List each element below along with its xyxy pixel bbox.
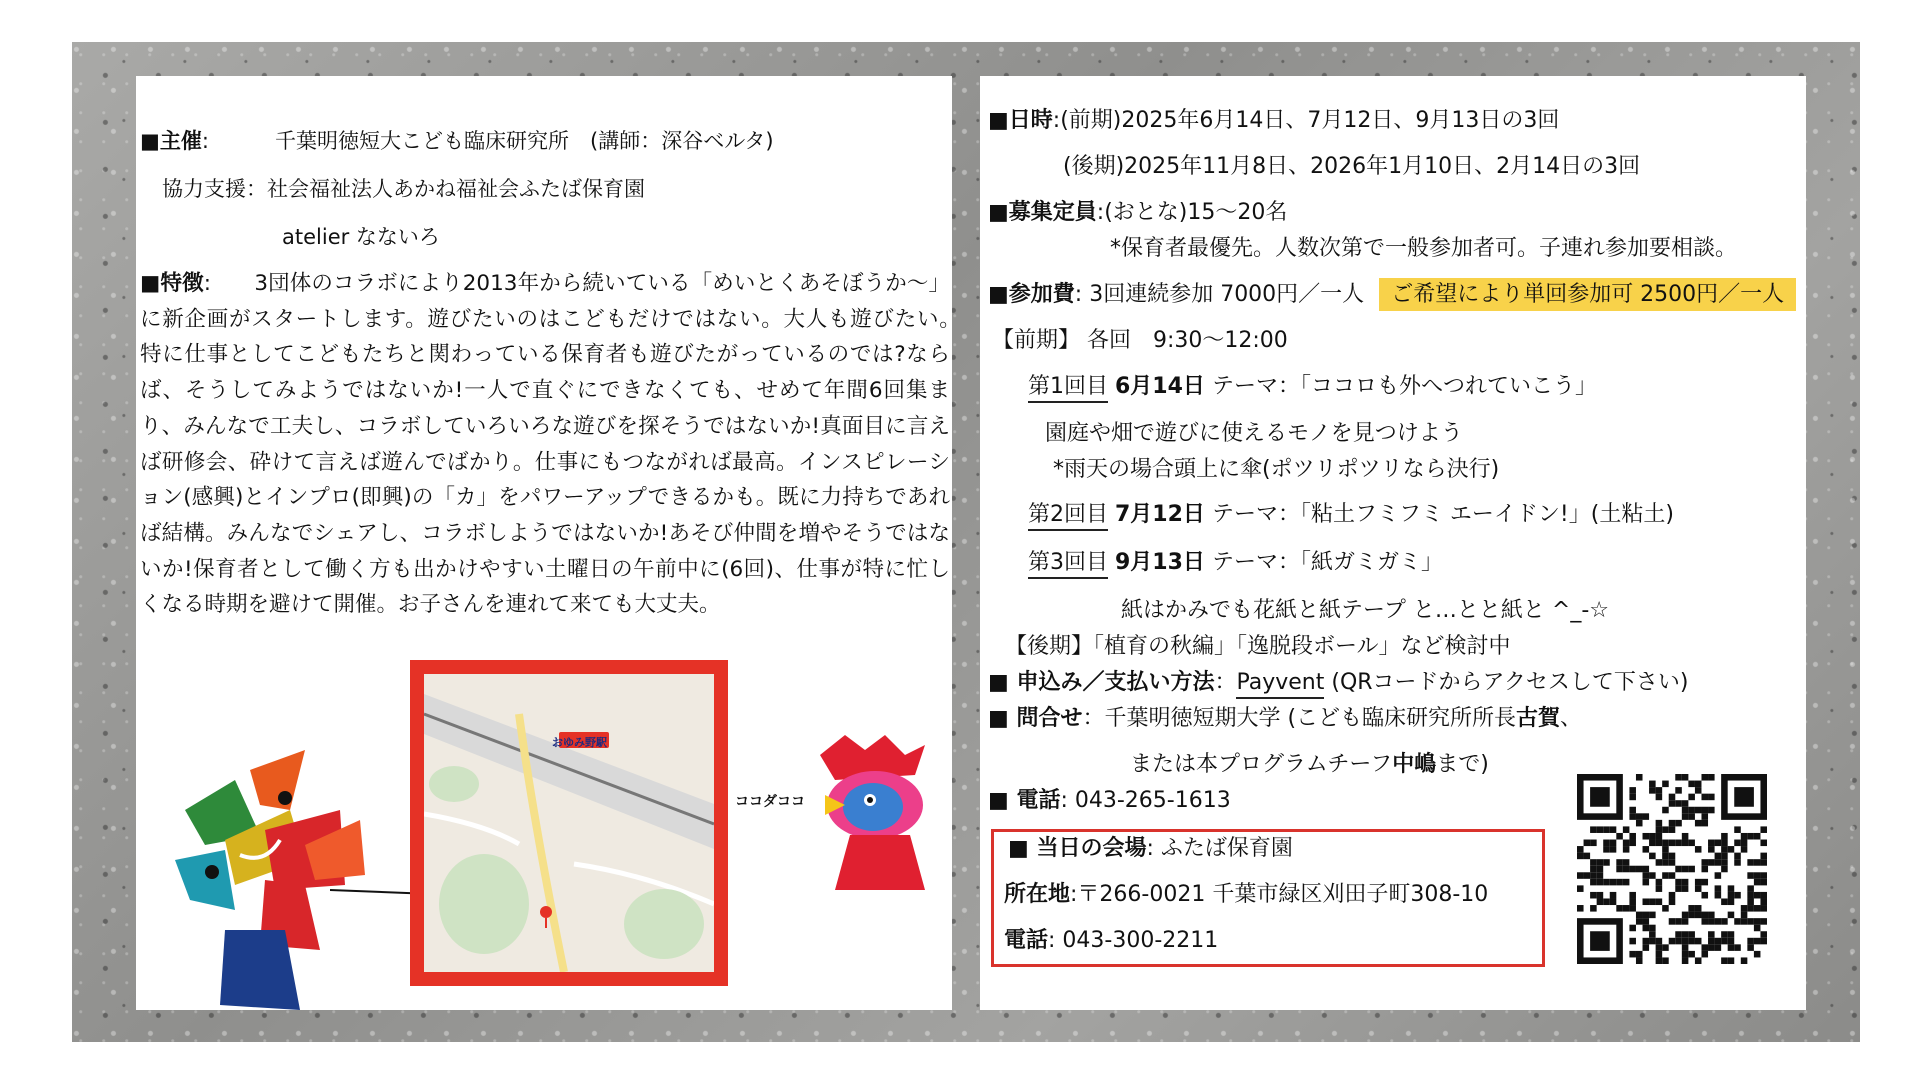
session-1-line [1028,372,1597,402]
second-term: 【後期】「植育の秋編」「逸脱段ボール」など検討中 [1005,634,1511,659]
datetime-second: (後期)2025年11月8日、2026年1月10日、2月14日の3回 [1063,154,1641,179]
apply-colon: ： [1214,670,1237,695]
creature-beak-teal [175,850,235,910]
phone-line [988,786,1231,816]
payvent-link[interactable]: Payvent [1236,670,1324,699]
phone-label: ■ 電話 [988,788,1061,813]
host-line [140,126,774,157]
session-1-note: *雨天の場合頭上に傘(ポツリポツリなら決行) [1053,457,1500,482]
contact-label: ■ 問合せ [988,706,1083,731]
venue-line [1008,834,1293,864]
fee-value: : 3回連続参加 7000円／一人 [1074,282,1365,307]
support-value-2: atelier なないろ [282,225,440,249]
session-2-line [1028,500,1674,530]
map-graphic [424,674,714,972]
capacity-value: :(おとな)15～20名 [1096,200,1288,225]
address-value: :〒266-0021 千葉市緑区刈田子町308-10 [1070,882,1489,907]
contact-suffix: 、 [1560,706,1583,731]
session-3-line [1028,548,1443,578]
capacity-note: *保育者最優先。人数次第で一般参加者可。子連れ参加要相談。 [1110,236,1738,261]
creature-eye-2 [205,865,219,879]
address-line [1004,880,1488,910]
session-2-num: 第2回目 [1028,502,1108,531]
session-1-date: 6月14日 [1115,374,1205,399]
map-park-3 [429,766,479,802]
host-label: ■主催 [140,129,202,153]
creature-head-orange [250,750,305,810]
contact-line [988,704,1582,734]
session-3-num: 第3回目 [1028,550,1108,579]
map-pin-icon [540,906,552,918]
features-text: : 3団体のコラボにより2013年から続いている「めいとくあそぼうか～」に新企画がスタートします。遊びたいのはこどもだけではない。大人も遊びたい。 特に仕事としてこどもたちと関わっている保育者も遊びたがっているのでは?ならば、そうしてみようではないか!一人で直ぐにできなくても、せめて年間6回集まり、みんなで工夫し、コラボしていろいろな遊びを探そうではないか!真面目に言えば研修会、砕けて言えば遊んでばかり。仕事にもつながれば最高。インスピレーション(感興)とインプロ(即興)の「カ」をパワーアップできるかも。既に力持ちであれば結構。みんなでシェアし、コラボしようではないか!あそび仲間を増やそうではないか!保育者として働く方も出かけやすい土曜日の午前中に(6回)、仕事が特に忙しくなる時期を避けて開催。お子さんを連れて来ても大丈夫。 [140,271,972,618]
qr-code-icon[interactable] [1577,774,1767,964]
phone-value: : 043-265-1613 [1060,788,1231,813]
session-3-date: 9月13日 [1115,550,1205,575]
contact-name-2: 中嶋 [1392,752,1437,777]
contact-line2-post: まで) [1436,752,1489,777]
session-1-theme: テーマ：「ココロも外へつれていこう」 [1211,374,1597,399]
venue-phone-label: 電話 [1004,928,1049,953]
map-frame [410,660,728,986]
contact-value: ：千葉明徳短期大学 (こども臨床研究所所長 [1082,706,1517,731]
features-paragraph [140,266,972,623]
capacity-label: ■募集定員 [988,200,1097,225]
map-park-1 [439,854,529,954]
host-value: 千葉明徳短大こども臨床研究所 (講師：深谷ベルタ) [275,129,774,153]
rooster-eye [867,797,873,803]
support-label: 協力支援： [162,177,267,201]
venue-value: : ふたば保育園 [1146,836,1293,861]
contact-line-2 [1130,750,1489,780]
rooster-body [835,835,925,890]
contact-line2-pre: または本プログラムチーフ [1130,752,1393,777]
session-1-num: 第1回目 [1028,374,1108,403]
contact-name-1: 古賀 [1516,706,1561,731]
datetime-label: ■日時 [988,108,1053,133]
venue-label: ■ 当日の会場 [1008,836,1147,861]
fee-label: ■参加費 [988,282,1075,307]
venue-phone-value: : 043-300-2211 [1048,928,1219,953]
session-1-desc: 園庭や畑で遊びに使えるモノを見つけよう [1045,421,1463,446]
session-3-theme: テーマ：「紙ガミガミ」 [1211,550,1443,575]
creature-eye-1 [278,791,292,805]
datetime-line [988,106,1559,136]
features-label: ■特徴 [140,271,204,296]
map-station-label: おゆみ野駅 [552,736,607,749]
rooster-face-blue [843,783,903,831]
rooster-caption: ココダココ [735,794,805,810]
support-value: 社会福祉法人あかね福祉会ふたば保育園 [267,177,645,201]
creature-illustration [165,740,365,1010]
fee-line [988,280,1796,310]
capacity-line [988,198,1287,228]
address-label: 所在地 [1004,882,1071,907]
rooster-illustration [815,735,935,895]
session-2-theme: テーマ：「粘土フミフミ エーイドン!」(土粘土) [1211,502,1674,527]
session-2-date: 7月12日 [1115,502,1205,527]
session-3-desc: 紙はかみでも花紙と紙テープ と…とと紙と ^_-☆ [1121,598,1609,623]
venue-map[interactable] [424,674,714,972]
venue-phone-line [1004,926,1218,956]
apply-note: (QRコードからアクセスして下さい) [1324,670,1689,695]
apply-label: ■ 申込み／支払い方法 [988,670,1215,695]
support-line [162,174,645,205]
host-colon: : [201,129,209,153]
first-term-header: 【前期】 各回 9:30～12:00 [992,328,1288,353]
apply-line [988,668,1688,698]
map-park-2 [624,889,704,959]
fee-highlight: ご希望により単回参加可 2500円／一人 [1379,278,1796,311]
datetime-first: :(前期)2025年6月14日、7月12日、9月13日の3回 [1052,108,1560,133]
